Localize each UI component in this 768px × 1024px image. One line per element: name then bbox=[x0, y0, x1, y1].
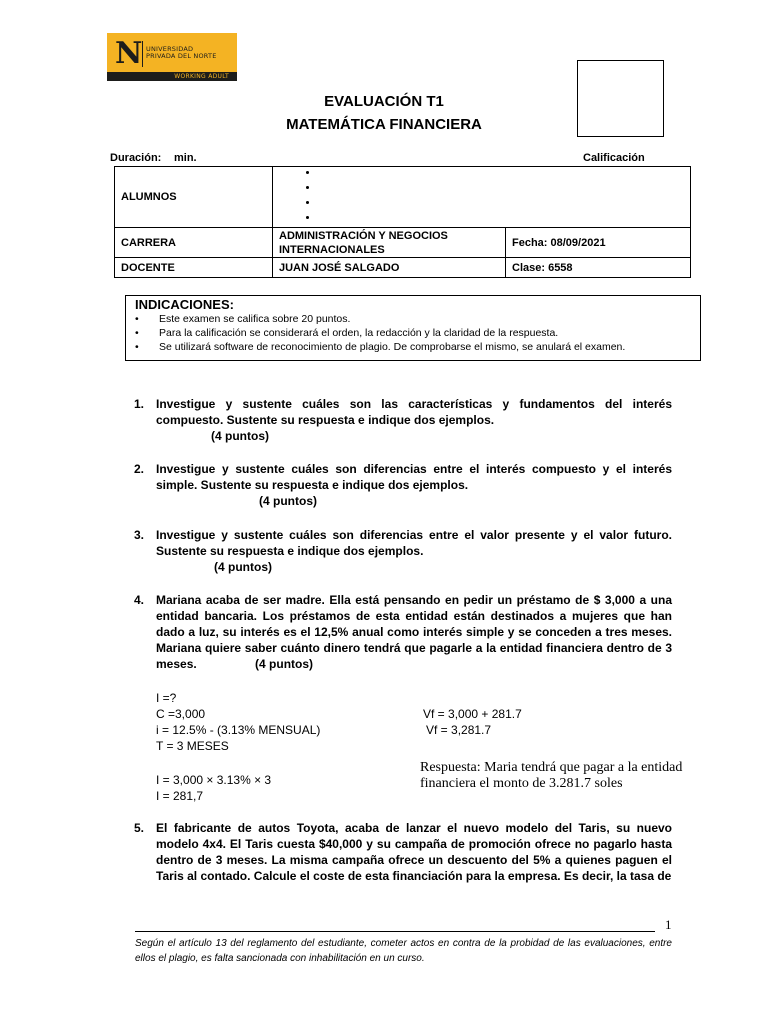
question-number: 3. bbox=[134, 528, 145, 542]
work-line: T = 3 MESES bbox=[156, 739, 229, 753]
work-line: i = 12.5% - (3.13% MENSUAL) bbox=[156, 723, 321, 737]
work-line: I = 281,7 bbox=[156, 789, 204, 803]
question-points: (4 puntos) bbox=[214, 560, 272, 574]
exam-subject: MATEMÁTICA FINANCIERA bbox=[286, 116, 482, 133]
alumnos-field[interactable] bbox=[273, 167, 691, 228]
indicaciones-box bbox=[125, 295, 701, 361]
page-number: 1 bbox=[665, 917, 672, 932]
alumnos-list bbox=[279, 167, 684, 227]
question-number: 1. bbox=[134, 397, 145, 411]
carrera-value: ADMINISTRACIÓN Y NEGOCIOS INTERNACIONALES bbox=[273, 228, 506, 258]
work-line: I =? bbox=[156, 691, 177, 705]
question-1 bbox=[134, 396, 672, 444]
docente-label: DOCENTE bbox=[115, 258, 273, 278]
question-points: (4 puntos) bbox=[211, 429, 269, 443]
question-points: (4 puntos) bbox=[259, 494, 317, 508]
indicacion-item: • Para la calificación se considerará el orden, la redacción y la claridad de la respuesta. bbox=[135, 327, 625, 341]
alumno-slot[interactable] bbox=[319, 212, 684, 227]
indicaciones-title: INDICACIONES: bbox=[135, 297, 234, 312]
question-number: 2. bbox=[134, 462, 145, 476]
question-number: 4. bbox=[134, 593, 145, 607]
question-text: El fabricante de autos Toyota, acaba de lanzar el nuevo modelo del Taris, su nuevo modelo 4x4. El Taris cuesta $40,000 y su campaña de promoción ofrece no pagarlo hasta dentro de 3 meses. La misma campaña ofrece un descuento del 5% a quienes paguen el Taris al contado. Calcule el coste de esta financiación para la empresa. Es decir, la tasa de bbox=[156, 821, 672, 883]
work-line: C =3,000 bbox=[156, 707, 206, 721]
docente-value: JUAN JOSÉ SALGADO bbox=[273, 258, 506, 278]
alumno-slot[interactable] bbox=[319, 197, 684, 212]
work-line: I = 3,000 × 3.13% × 3 bbox=[156, 773, 272, 787]
question-text: Investigue y sustente cuáles son diferencias entre el valor presente y el valor futuro. Sustente su respuesta e indique dos ejemplos. bbox=[156, 528, 672, 558]
student-info-table bbox=[114, 166, 691, 278]
work-calculation bbox=[156, 772, 271, 804]
question-points: (4 puntos) bbox=[255, 657, 314, 671]
work-line: Vf = 3,000 + 281.7 bbox=[423, 707, 522, 721]
question-2 bbox=[134, 461, 672, 509]
logo-band bbox=[107, 72, 237, 81]
logo-divider bbox=[142, 41, 143, 67]
question-3 bbox=[134, 527, 672, 575]
calificacion-label: Calificación bbox=[583, 152, 645, 164]
work-variables bbox=[156, 690, 320, 754]
question-4 bbox=[134, 592, 672, 672]
fecha-value: Fecha: 08/09/2021 bbox=[506, 228, 691, 258]
question-5 bbox=[134, 820, 672, 884]
question-text: Mariana acaba de ser madre. Ella está pensando en pedir un préstamo de $ 3,000 a una entidad bancaria. Los préstamos de esta entidad están destinados a mujeres que han dado a luz, su interés es el 12,5% anual como interés simple y se conceden a tres meses. Mariana quiere saber cuánto dinero tendrá que pagarle a la entidad financiera dentro de 3 meses. bbox=[156, 593, 672, 671]
clase-value: Clase: 6558 bbox=[506, 258, 691, 278]
indicaciones-list bbox=[135, 313, 625, 355]
question-number: 5. bbox=[134, 821, 145, 835]
university-logo bbox=[107, 33, 237, 81]
respuesta-text: Respuesta: Maria tendrá que pagar a la entidad financiera el monto de 3.281.7 soles bbox=[420, 760, 683, 791]
indicacion-item: • Este examen se califica sobre 20 puntos. bbox=[135, 313, 625, 327]
alumno-slot[interactable] bbox=[319, 182, 684, 197]
carrera-label: CARRERA bbox=[115, 228, 273, 258]
alumno-slot[interactable] bbox=[319, 167, 684, 182]
work-line: Vf = 3,281.7 bbox=[426, 723, 492, 737]
indicacion-item: • Se utilizará software de reconocimiento de plagio. De comprobarse el mismo, se anulará el examen. bbox=[135, 341, 625, 355]
work-future-value bbox=[423, 706, 522, 738]
question-text: Investigue y sustente cuáles son diferencias entre el interés compuesto y el interés simple. Sustente su respuesta e indique dos ejemplos. bbox=[156, 462, 672, 492]
question-text: Investigue y sustente cuáles son las características y fundamentos del interés compuesto. Sustente su respuesta e indique dos ejemplos. bbox=[156, 397, 672, 427]
logo-university-name: UNIVERSIDAD PRIVADA DEL NORTE bbox=[146, 45, 217, 60]
duracion-unit: min. bbox=[174, 152, 197, 164]
logo-band-text: WORKING ADULT bbox=[174, 73, 229, 80]
footer-divider bbox=[135, 931, 655, 932]
logo-mark: N bbox=[115, 36, 143, 71]
duracion-label: Duración: bbox=[110, 152, 162, 164]
footer-note: Según el artículo 13 del reglamento del estudiante, cometer actos en contra de la probidad de las evaluaciones, entre ellos el plagio, es falta sancionada con inhabilitación en un curso. bbox=[135, 938, 672, 964]
exam-title: EVALUACIÓN T1 bbox=[324, 93, 444, 110]
alumnos-label: ALUMNOS bbox=[115, 167, 273, 228]
